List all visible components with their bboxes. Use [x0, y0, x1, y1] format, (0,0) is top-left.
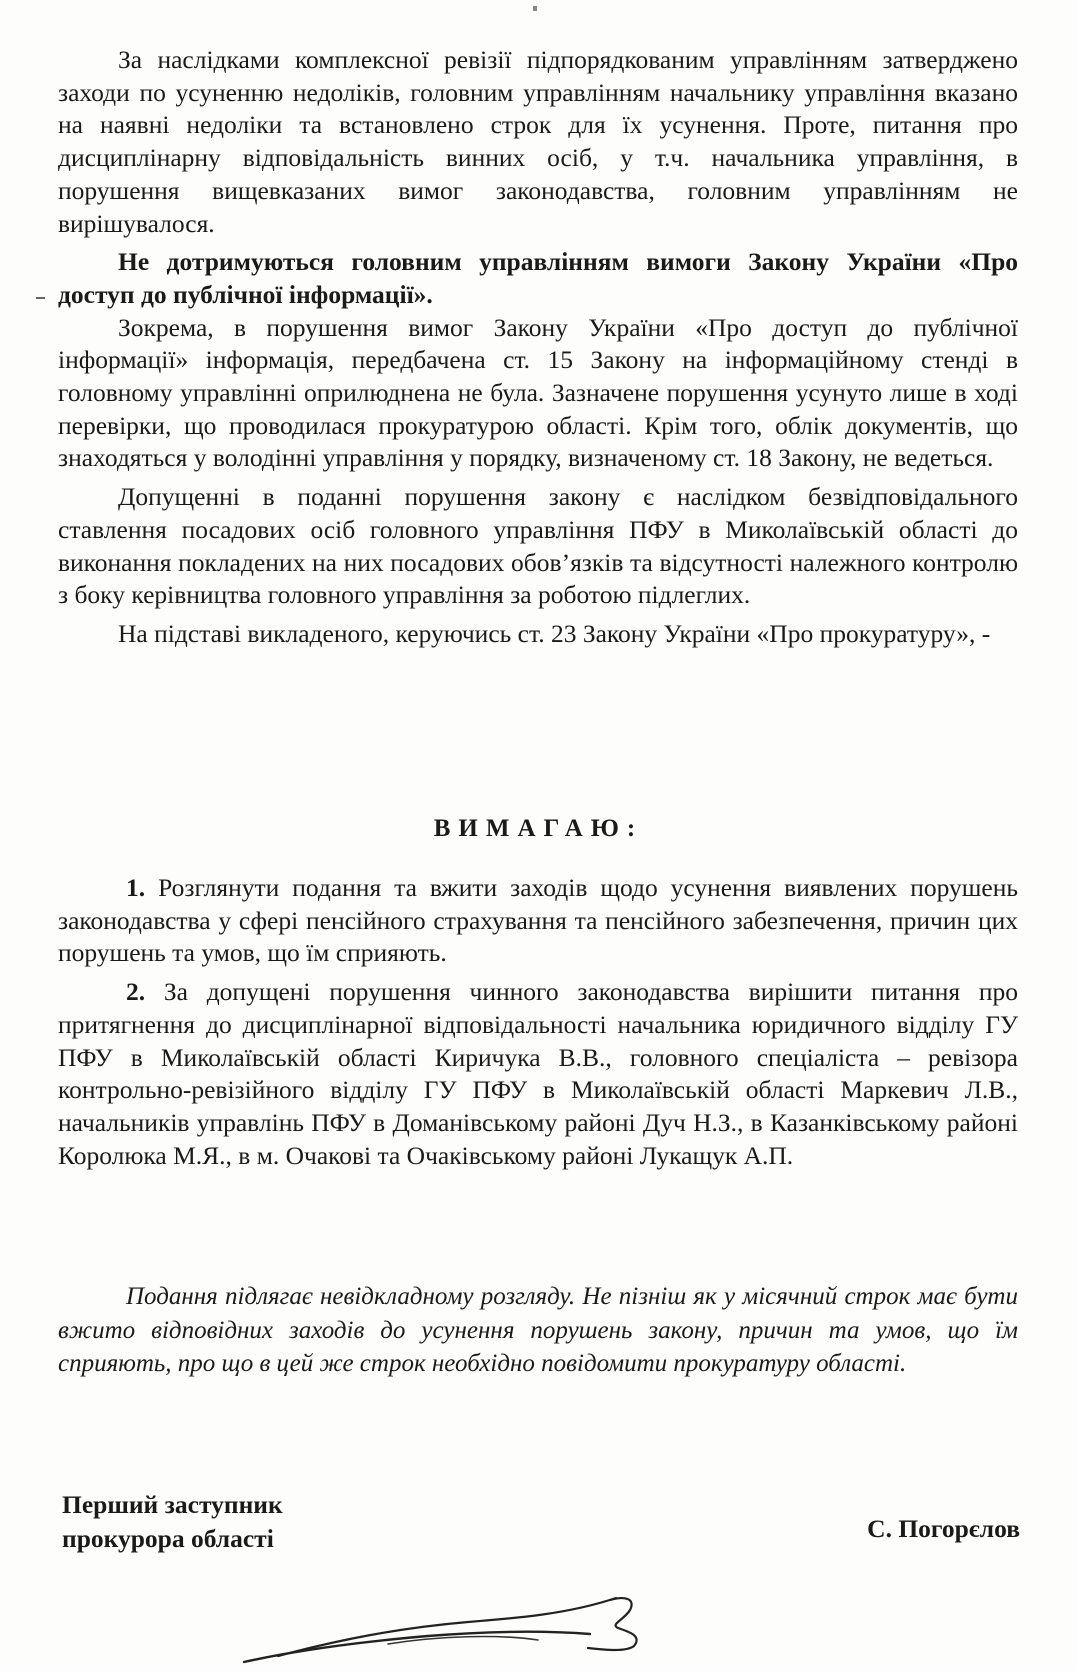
signatory-position [62, 1488, 283, 1556]
document-body [58, 44, 1018, 651]
paragraph-public-info-details: Зокрема, в порушення вимог Закону України «Про доступ до публічної інформації» інформація, передбачена ст. 15 Закону на інформаційному стенді в головному управлінні оприлюднена не була. Зазначене порушення усунуто лише в ході перевірки, що проводилася прокуратурою області. Крім того, облік документів, що знаходяться у володінні управління у порядку, визначеному ст. 18 Закону, не ведеться. [58, 312, 1018, 473]
paragraph-law-violation-heading: Не дотримуються головним управлінням вимоги Закону України «Про доступ до публічної інформації». [58, 247, 1018, 309]
margin-mark [36, 297, 45, 299]
signatory-name: С. Погорєлов [867, 1514, 1020, 1543]
demand-text: За допущені порушення чинного законодавства вирішити питання про притягнення до дисциплінарної відповідальності начальника юридичного відділу ГУ ПФУ в Миколаївській області Киричука В.В., головного спеціаліста – ревізора контрольно-ревізійного відділу ГУ ПФУ в Миколаївській області Маркевич Л.В., начальників управлінь ПФУ в Доманівському районі Дуч Н.З., в Казанківському районі Королюка М.Я., в м. Очакові та Очаківському районі Лукащук А.П. [58, 977, 1018, 1170]
deadline-note [58, 1280, 1018, 1381]
paragraph-audit-results: За наслідками комплексної ревізії підпорядкованим управлінням затверджено заходи по усуненню недоліків, головним управлінням начальнику управління вказано на наявні недоліки та встановлено строк для їх усунення. Проте, питання про дисциплінарну відповідальність винних осіб, у т.ч. начальника управління, в порушення вищевказаних вимог законодавства, головним управлінням не вирішувалося. [58, 45, 1018, 238]
demand-text: Розглянути подання та вжити заходів щодо усунення виявлених порушень законодавства у сфері пенсійного страхування та пенсійного забезпечення, причин цих порушень та умов, що їм сприяють. [58, 873, 1019, 968]
scan-speck [533, 6, 537, 11]
demand-item [58, 872, 1018, 970]
signatory-title-line1: Перший заступник [62, 1490, 283, 1519]
handwritten-signature [238, 1590, 678, 1670]
demand-heading: ВИМАГАЮ: [433, 815, 644, 842]
deadline-note-text: Подання підлягає невідкладному розгляду. Не пізніш як у місячний строк має бути вжито відповідних заходів до усунення порушень закону, причин та умов, що їм сприяють, про що в цей же строк необхідно повідомити прокуратуру області. [58, 1283, 1018, 1377]
paragraph-legal-basis: На підставі викладеного, керуючись ст. 23 Закону України «Про прокуратуру», - [118, 618, 991, 648]
demand-item [58, 976, 1018, 1172]
paragraph-consequences: Допущенні в поданні порушення закону є наслідком безвідповідального ставлення посадових осіб головного управління ПФУ в Миколаївській області до виконання покладених на них посадових обов’язків та відсутності належного контролю з боку керівництва головного управління за роботою підлеглих. [58, 482, 1018, 610]
demand-number: 2. [126, 977, 146, 1007]
demands-list [58, 872, 1018, 1172]
signatory-title-line2: прокурора області [62, 1524, 274, 1553]
demand-number: 1. [126, 873, 146, 902]
